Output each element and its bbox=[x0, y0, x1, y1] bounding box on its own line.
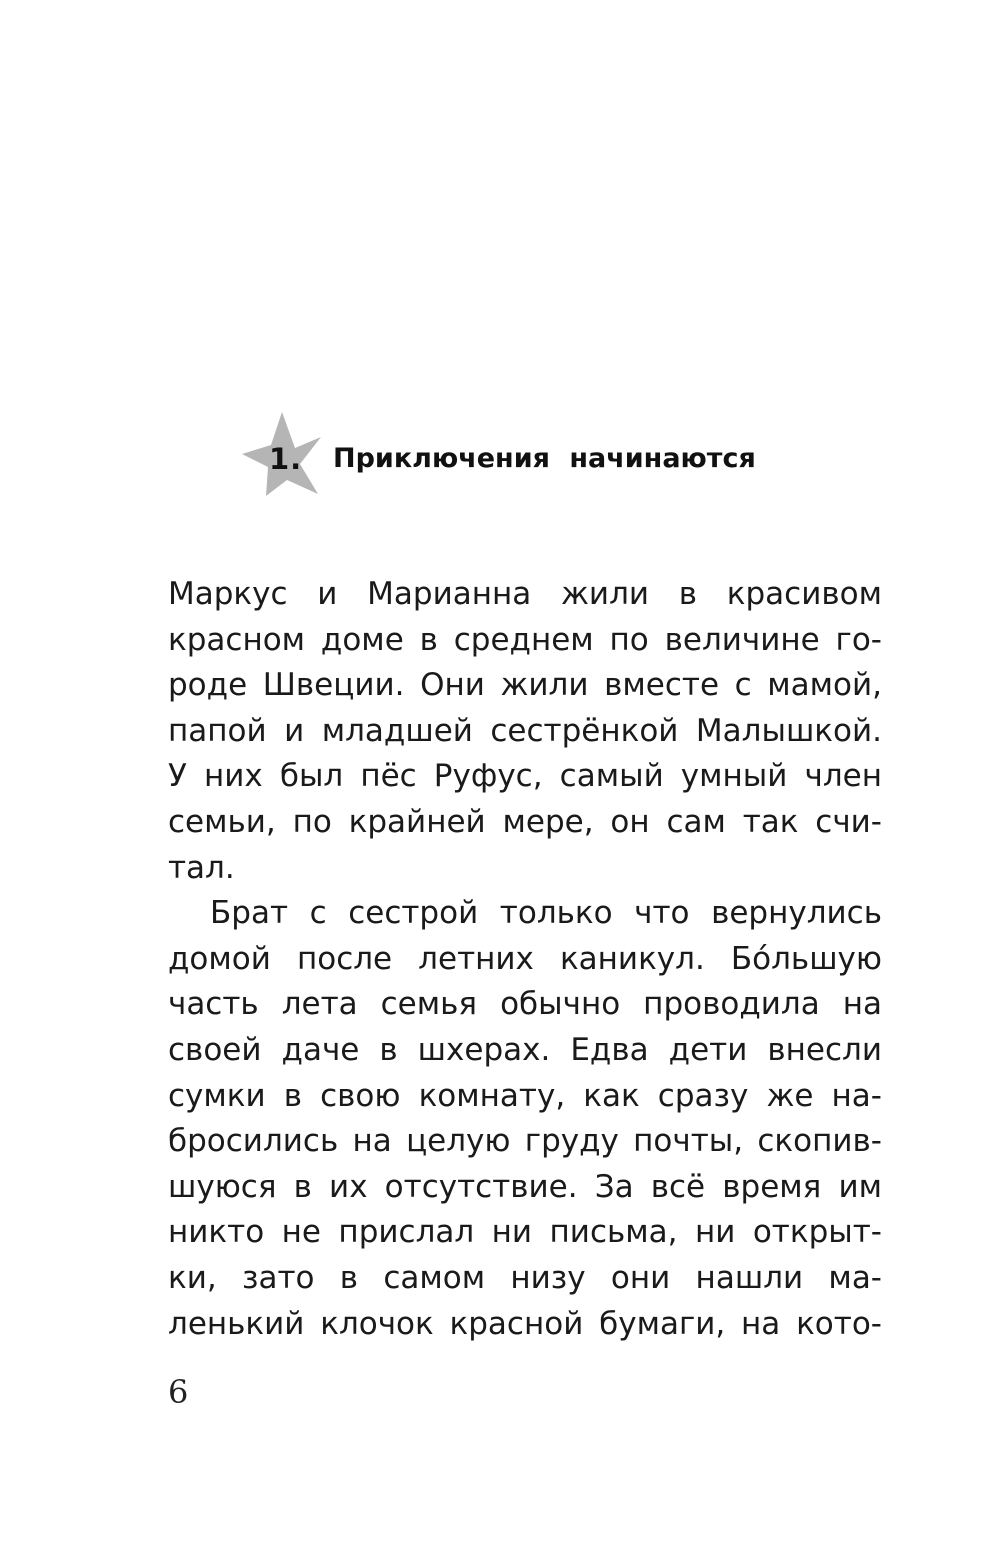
text-line: У них был пёс Руфус, самый умный член bbox=[168, 758, 882, 795]
text-line: Брат с сестрой только что вернулись bbox=[210, 895, 882, 932]
text-line: бросились на целую груду почты, скопив- bbox=[168, 1123, 882, 1160]
text-line: красном доме в среднем по величине го- bbox=[168, 621, 882, 658]
text-line: роде Швеции. Они жили вместе с мамой, bbox=[168, 667, 882, 704]
text-line: Маркус и Марианна жили в красивом bbox=[168, 576, 882, 612]
paragraph bbox=[168, 891, 882, 1347]
page-number: 6 bbox=[168, 1373, 189, 1411]
paragraph bbox=[168, 572, 882, 891]
chapter-number: 1. bbox=[269, 442, 303, 476]
text-line: своей даче в шхерах. Едва дети внесли bbox=[168, 1031, 882, 1068]
text-line: ленький клочок красной бумаги, на кото- bbox=[168, 1305, 882, 1342]
text-line: сумки в свою комнату, как сразу же на- bbox=[168, 1077, 882, 1114]
text-line: папой и младшей сестрёнкой Малышкой. bbox=[168, 712, 882, 749]
text-line: никто не прислал ни письма, ни открыт- bbox=[168, 1214, 882, 1251]
text-line: часть лета семья обычно проводила на bbox=[168, 986, 882, 1023]
text-line: тал. bbox=[168, 849, 235, 886]
text-line: семьи, по крайней мере, он сам так счи- bbox=[168, 803, 882, 840]
text-line: ки, зато в самом низу они нашли ма- bbox=[168, 1259, 882, 1296]
chapter-title: Приключения начинаются bbox=[333, 443, 756, 474]
body-text bbox=[168, 572, 882, 1347]
text-line: шуюся в их отсутствие. За всё время им bbox=[168, 1168, 882, 1205]
text-line: домой после летних каникул. Бóльшую bbox=[168, 940, 882, 977]
